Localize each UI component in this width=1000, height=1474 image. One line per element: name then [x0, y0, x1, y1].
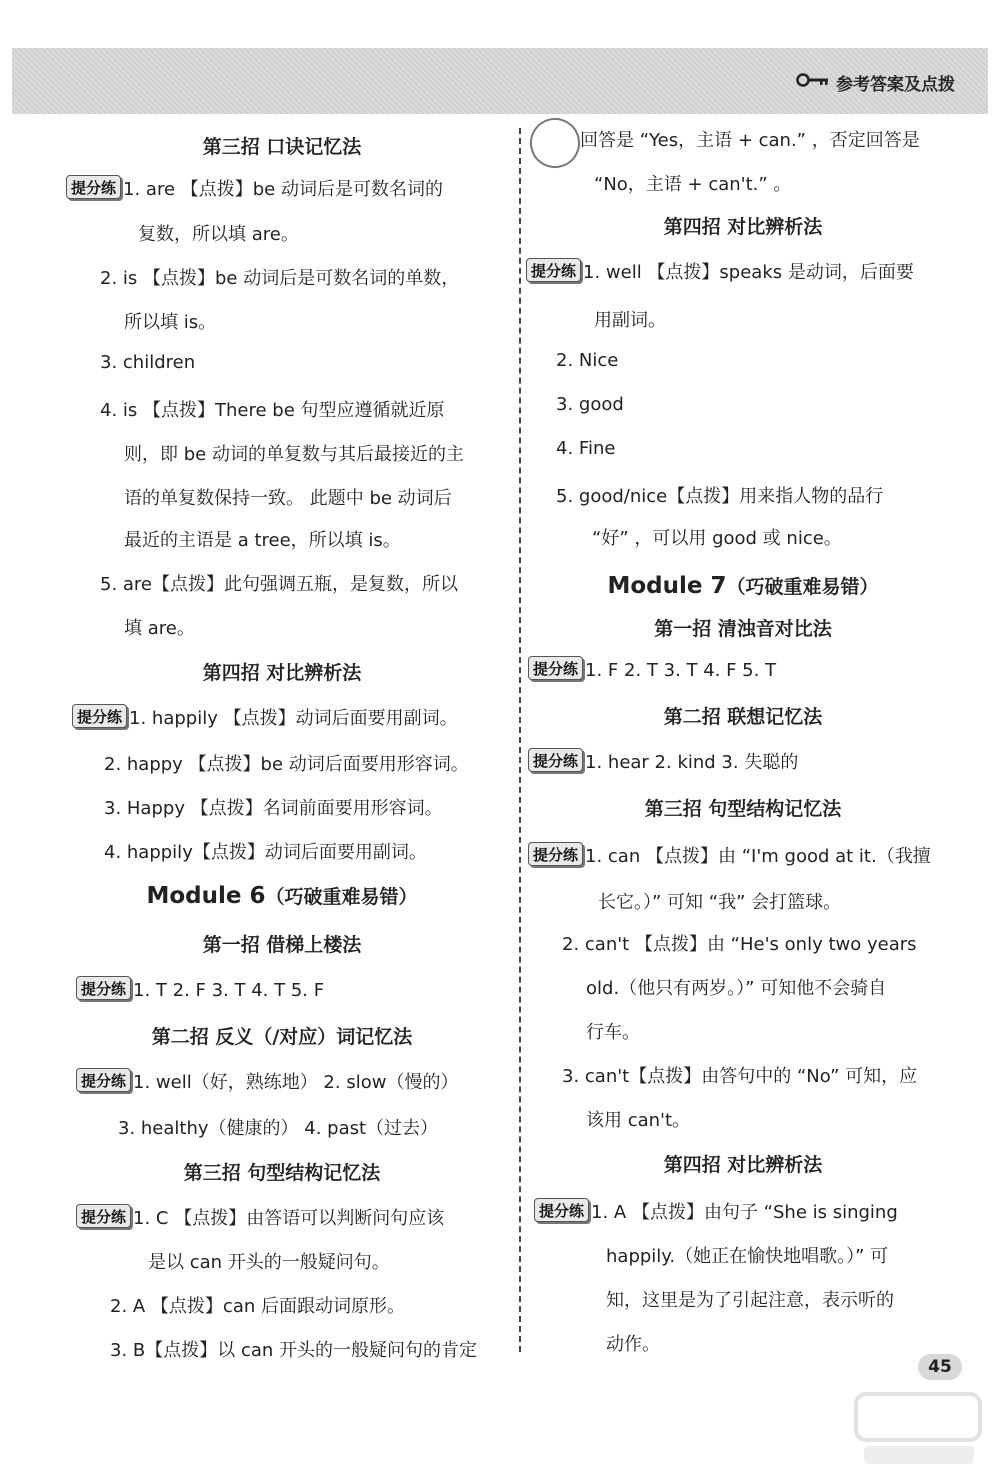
answer-line	[534, 1198, 898, 1224]
answer-line	[528, 656, 776, 681]
answer-line: 长它。）” 可知 “我” 会打篮球。	[598, 892, 842, 913]
answer-line	[526, 258, 914, 284]
answer-line: 行车。	[586, 1022, 640, 1043]
module-subtitle: （巧破重难易错）	[265, 886, 418, 908]
practice-badge: 提分练	[534, 1198, 589, 1222]
answer-line: 3. can't【点拨】由答句中的 “No” 可知，应	[562, 1066, 918, 1087]
answer-text: 1. well 【点拨】speaks 是动词，后面要	[583, 262, 914, 283]
answer-line: 2. is 【点拨】be 动词后是可数名词的单数，	[100, 268, 460, 289]
module-subtitle: （巧破重难易错）	[726, 576, 879, 598]
section-heading: 第一招 清浊音对比法	[654, 618, 832, 640]
section-heading: 第四招 对比辨析法	[663, 1154, 823, 1176]
answer-line: 2. can't 【点拨】由 “He's only two years	[562, 934, 917, 955]
answer-line: 动作。	[606, 1334, 660, 1355]
answer-line: 2. happy 【点拨】be 动词后面要用形容词。	[104, 754, 469, 775]
column-divider	[519, 128, 521, 1352]
answer-line: 是以 can 开头的一般疑问句。	[148, 1252, 390, 1273]
module-title: Module 6	[146, 883, 266, 909]
answer-line: 所以填 is。	[124, 312, 217, 333]
key-icon	[796, 72, 830, 92]
page-number: 45	[918, 1354, 962, 1380]
practice-badge: 提分练	[528, 656, 583, 680]
practice-badge: 提分练	[528, 842, 583, 866]
header-title: 参考答案及点拨	[836, 75, 955, 95]
answer-line: “No，主语 + can't.” 。	[594, 174, 792, 195]
answer-line: 复数，所以填 are。	[138, 224, 299, 245]
answer-line: 4. is 【点拨】There be 句型应遵循就近原	[100, 400, 445, 421]
answer-line	[528, 748, 798, 774]
answer-text: 1. are 【点拨】be 动词后是可数名词的	[123, 179, 443, 200]
practice-badge: 提分练	[526, 258, 581, 282]
answer-line: 3. children	[100, 352, 196, 373]
answer-line: 5. are【点拨】此句强调五瓶，是复数，所以	[100, 574, 459, 595]
answer-line: 3. good	[556, 394, 624, 415]
answer-line: 4. Fine	[556, 438, 616, 459]
answer-text: 1. F 2. T 3. T 4. F 5. T	[585, 660, 777, 681]
answer-text: 1. T 2. F 3. T 4. T 5. F	[133, 980, 325, 1001]
answer-line: 4. happily【点拨】动词后面要用副词。	[104, 842, 427, 863]
section-heading: 第三招 句型结构记忆法	[183, 1162, 381, 1184]
answer-line: 2. A 【点拨】can 后面跟动词原形。	[110, 1296, 405, 1317]
answer-line	[66, 175, 443, 201]
module-heading	[62, 882, 502, 909]
answer-line: 则，即 be 动词的单复数与其后最接近的主	[124, 444, 464, 465]
practice-badge: 提分练	[76, 1068, 131, 1092]
answer-line: 3. healthy（健康的） 4. past（过去）	[118, 1118, 439, 1139]
module-title: Module 7	[607, 573, 727, 599]
answer-line: 用副词。	[594, 310, 666, 331]
section-heading: 第四招 对比辨析法	[202, 662, 362, 684]
answer-text: 1. A 【点拨】由句子 “She is singing	[591, 1202, 898, 1223]
answer-line: “好” ，可以用 good 或 nice。	[592, 528, 842, 549]
practice-badge: 提分练	[528, 748, 583, 772]
answer-line	[76, 976, 324, 1001]
section-heading: 第三招 句型结构记忆法	[644, 798, 842, 820]
answer-line	[72, 704, 458, 730]
answer-line: 回答是 “Yes，主语 + can.” ，否定回答是	[580, 130, 920, 151]
answer-line: 填 are。	[124, 618, 195, 639]
stamp-icon	[523, 111, 586, 174]
section-heading: 第三招 口诀记忆法	[202, 136, 362, 158]
answer-line: 2. Nice	[556, 350, 619, 371]
practice-badge: 提分练	[76, 1204, 131, 1228]
answer-text: 1. can 【点拨】由 “I'm good at it.（我擅	[585, 846, 931, 867]
section-heading: 第四招 对比辨析法	[663, 216, 823, 238]
answer-text: 1. happily 【点拨】动词后面要用副词。	[129, 708, 458, 729]
section-heading: 第二招 反义（/对应）词记忆法	[151, 1026, 413, 1048]
answer-line: happily.（她正在愉快地唱歌。）” 可	[606, 1246, 889, 1267]
answer-line: 3. Happy 【点拨】名词前面要用形容词。	[104, 798, 443, 819]
section-heading: 第二招 联想记忆法	[663, 706, 823, 728]
answer-line: old.（他只有两岁。）” 可知他不会骑自	[586, 978, 887, 999]
answer-line	[76, 1068, 458, 1094]
answer-line: 该用 can't。	[586, 1110, 691, 1131]
practice-badge: 提分练	[72, 704, 127, 728]
module-heading	[522, 572, 964, 599]
section-heading: 第一招 借梯上楼法	[202, 934, 362, 956]
page-header	[12, 48, 988, 114]
watermark-logo-icon	[850, 1390, 990, 1470]
answer-text: 1. hear 2. kind 3. 失聪的	[585, 752, 799, 773]
answer-text: 1. well（好，熟练地） 2. slow（慢的）	[133, 1072, 459, 1093]
practice-badge: 提分练	[66, 175, 121, 199]
answer-line: 知，这里是为了引起注意，表示听的	[606, 1290, 894, 1311]
answer-line: 3. B【点拨】以 can 开头的一般疑问句的肯定	[110, 1340, 478, 1361]
answer-line: 语的单复数保持一致。 此题中 be 动词后	[124, 488, 452, 509]
practice-badge: 提分练	[76, 976, 131, 1000]
answer-line: 5. good/nice【点拨】用来指人物的品行	[556, 486, 884, 507]
answer-line: 最近的主语是 a tree，所以填 is。	[124, 530, 401, 551]
answer-line	[76, 1204, 444, 1230]
answer-line	[528, 842, 931, 868]
answer-text: 1. C 【点拨】由答语可以判断问句应该	[133, 1208, 445, 1229]
